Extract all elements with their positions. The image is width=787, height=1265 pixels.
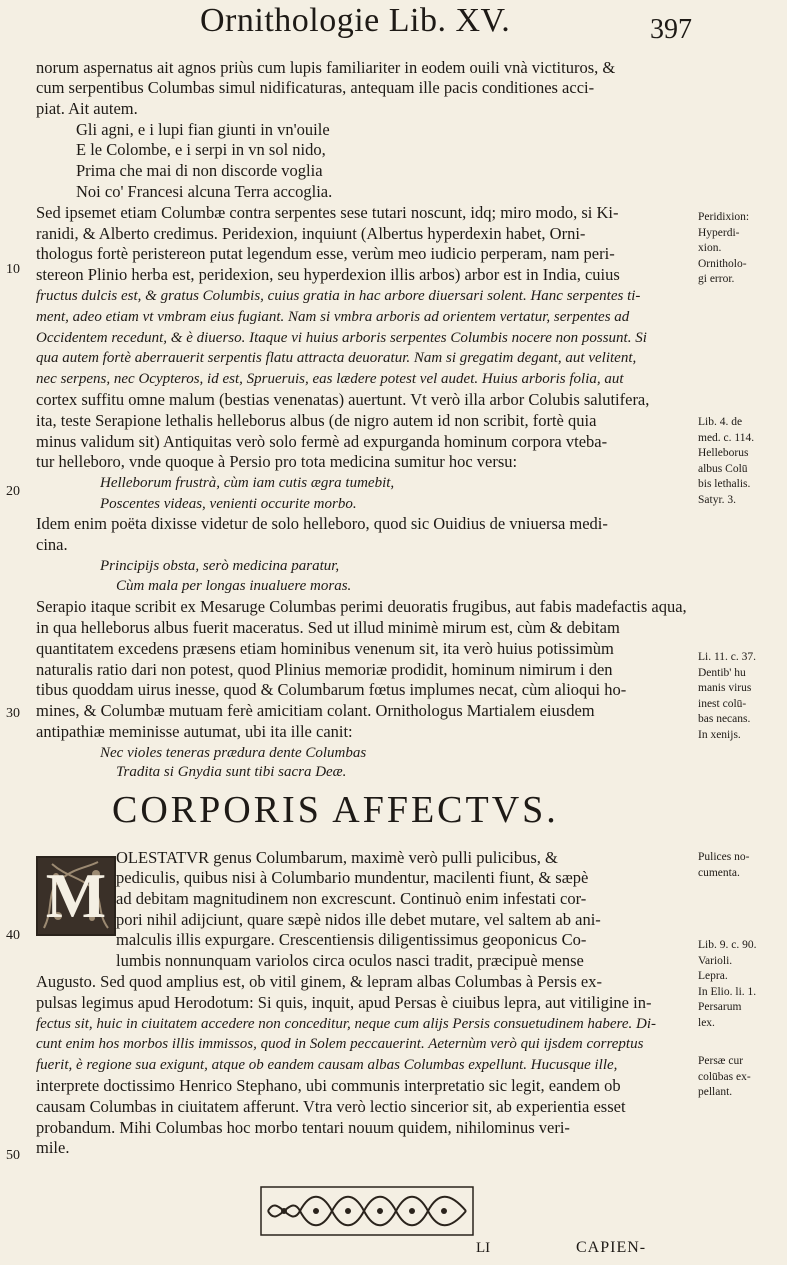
margin-note-line: Li. 11. c. 37.: [698, 651, 757, 663]
decorated-initial: [36, 856, 116, 936]
text-line: probandum. Mihi Columbas hoc morbo tentari nouum quidem, nihilominus veri-: [36, 1118, 570, 1137]
margin-note-line: albus Colū: [698, 462, 748, 475]
text-line-italic: fuerit, è regione sua exigunt, atque ob eandem causam albas Columbas expellunt. Hucusque ille,: [36, 1057, 618, 1073]
signature-mark: LI: [476, 1240, 491, 1256]
text-line: tibus quoddam uirus inesse, quod & Columbarum fœtus implumes necat, cùm alioqui ho-: [36, 680, 627, 699]
text-line: Augusto. Sed quod amplius est, ob vitil ginem, & lepram albas Columbas à Persis ex-: [36, 972, 602, 991]
text-line: mile.: [36, 1138, 70, 1157]
margin-note-line: Satyr. 3.: [698, 493, 737, 506]
margin-note-line: Hyperdi-: [698, 226, 740, 239]
text-line: causam Columbas in ciuitatem afferunt. Vtra verò lectio sincerior sit, ab experientia esset: [36, 1097, 626, 1116]
margin-note-line: xion.: [698, 242, 722, 254]
line-number: 10: [6, 262, 20, 277]
margin-note-line: Lib. 4. de: [698, 416, 743, 428]
margin-note-line: Peridixion:: [698, 211, 750, 223]
text-line-italic: ment, adeo etiam vt vmbram eius fugiant. Nam si vmbra arboris ad orientem vertatur, serpentes ad: [36, 309, 630, 325]
margin-note-line: Persarum: [698, 1001, 742, 1013]
margin-note-line: lex.: [698, 1016, 715, 1029]
verse-line-italic: Nec violes teneras prædura dente Columbas: [100, 745, 367, 761]
text-line-italic: cunt enim hos morbos illis immissos, quod in Solem peccauerint. Aeternùm verò qui ijsdem correptus: [36, 1036, 644, 1052]
margin-note: [698, 415, 787, 508]
text-line: Idem enim poëta dixisse videtur de solo helleboro, quod sic Ouidius de vniuersa medi-: [36, 514, 608, 533]
text-line-italic: fectus sit, huic in ciuitatem accedere non conceditur, neque cum alijs Persis consuetudinem habere. Di-: [36, 1016, 656, 1032]
text-line: malculis illis expurgare. Crescentiensis diligentissimus geoponicus Co-: [116, 930, 587, 949]
line-number: 50: [6, 1148, 20, 1163]
margin-note-line: Dentib' hu: [698, 666, 746, 679]
margin-note-line: Persæ cur: [698, 1055, 744, 1067]
line-number: 20: [6, 484, 20, 499]
verse-line-italic: Principijs obsta, serò medicina paratur,: [100, 558, 340, 574]
catchword: CAPIEN-: [576, 1239, 647, 1256]
margin-note-line: Lepra.: [698, 970, 728, 982]
text-line: cina.: [36, 535, 68, 554]
text-line-italic: Occidentem recedunt, & è diuerso. Itaque vi huius arboris serpentes Columbis nocere non possunt. Si: [36, 330, 647, 346]
verse-line: E le Colombe, e i serpi in vn sol nido,: [76, 140, 326, 159]
text-line: ita, teste Serapione lethalis helleborus albus (de nigro autem id non scribit, fortè quia: [36, 411, 597, 430]
text-line-italic: qua autem fortè aberrauerit serpentis flatu attracta deuoratur. Nam si gregatim degant, aut velitent,: [36, 350, 637, 366]
margin-note-line: pellant.: [698, 1086, 733, 1098]
margin-note-line: manis virus: [698, 682, 752, 694]
margin-note-line: inest colū-: [698, 697, 747, 710]
margin-note-line: In xenijs.: [698, 728, 741, 741]
verse-line-italic: Poscentes videas, venienti occurite morbo.: [100, 496, 357, 512]
margin-note-line: bis lethalis.: [698, 478, 751, 490]
margin-note-line: Varioli.: [698, 954, 733, 967]
running-head-title: Ornithologie Lib. XV.: [200, 2, 511, 39]
text-line: piat. Ait autem.: [36, 99, 138, 118]
verse-line: Prima che mai di non discorde voglia: [76, 161, 323, 180]
text-line: stereon Plinio herba est, peridexion, seu hyperdexion illis arbos) arbor est in India, cuius: [36, 265, 620, 284]
verse-line: Gli agni, e i lupi fian giunti in vn'ouile: [76, 120, 330, 139]
text-line: mines, & Columbæ mutuam ferè amicitiam colant. Ornithologus Martialem eiusdem: [36, 701, 595, 720]
section-heading: CORPORIS AFFECTVS.: [112, 789, 559, 831]
text-line: OLESTATVR genus Columbarum, maximè verò pulli pulicibus, &: [116, 848, 558, 867]
margin-note: [698, 210, 787, 288]
text-line: norum aspernatus ait agnos priùs cum lupis familiariter in eodem ouili vnà victituros, &: [36, 58, 616, 77]
line-number-column: [0, 0, 36, 1265]
margin-note-line: colūbas ex-: [698, 1070, 751, 1083]
text-line: antipathiæ meminisse autumat, ubi ita ille canit:: [36, 722, 353, 741]
margin-note-line: In Elio. li. 1.: [698, 985, 757, 998]
margin-note-line: Pulices no-: [698, 851, 750, 863]
text-line: minus validum sit) Antiquitas verò solo fermè ad expurganda hominum corpora vteba-: [36, 432, 608, 451]
text-line-italic: nec serpens, nec Ocypteros, id est, Sprueruis, eas lædere potest vel audet. Huius arboris folia, aut: [36, 371, 624, 387]
text-line: pori nihil adijciunt, quare sæpè nidos ille debet mutare, vel saltem ab ani-: [116, 910, 601, 929]
initial-letter: M: [45, 860, 107, 931]
text-line: cortex suffitu omne malum (bestias venenatas) auertunt. Vt verò illa arbor Colubis salutifera,: [36, 390, 650, 409]
verse-line-italic: Tradita si Gnydia sunt tibi sacra Deæ.: [116, 764, 347, 780]
verse-line-italic: Helleborum frustrà, cùm iam cutis ægra tumebit,: [100, 475, 395, 491]
margin-note-line: gi error.: [698, 273, 735, 285]
verse-line: Noi co' Francesi alcuna Terra accoglia.: [76, 182, 333, 201]
verse-line-italic: Cùm mala per longas inualuere moras.: [116, 578, 352, 594]
text-line: pediculis, quibus nisi à Columbario mundentur, macilenti fiunt, & sæpè: [116, 868, 589, 887]
text-line: ranidi, & Alberto credimus. Peridexion, inquiunt (Albertus hyperdexin habet, Orni-: [36, 224, 586, 243]
text-line: in qua helleborus albus fuerit maceratus. Sed ut illud minimè mirum est, cùm & debitam: [36, 618, 620, 637]
text-line: ad debitam magnitudinem non excrescunt. Continuò enim infestati cor-: [116, 889, 587, 908]
text-line: thologus fortè peristereon putat legendum esse, verùm meo iudicio perperam, nam peri-: [36, 244, 615, 263]
text-line: quantitatem excedens præsens etiam hominibus venenum sit, ita verò huius potissimùm: [36, 639, 614, 658]
margin-note-line: Lib. 9. c. 90.: [698, 939, 757, 951]
margin-note-line: med. c. 114.: [698, 431, 755, 444]
text-line: cum serpentibus Columbas simul nidificaturas, antequam ille pacis conditiones acci-: [36, 78, 595, 97]
line-number: 30: [6, 706, 20, 721]
margin-note-line: bas necans.: [698, 713, 751, 725]
margin-note: [698, 650, 787, 743]
text-line: lumbis nonnunquam variolos circa oculos nasci tradit, præcipuè mense: [116, 951, 584, 970]
margin-note: [698, 1054, 787, 1101]
text-line: interprete doctissimo Henrico Stephano, ubi communis interpretatio sic legit, eandem ob: [36, 1076, 621, 1095]
margin-note-line: cumenta.: [698, 866, 740, 879]
text-line-italic: fructus dulcis est, & gratus Columbis, cuius gratia in hac arbore diuersari solent. Hanc serpentes ti-: [36, 288, 641, 304]
line-number: 40: [6, 928, 20, 943]
tailpiece-ornament-icon: [260, 1186, 474, 1236]
text-line: pulsas legimus apud Herodotum: Si quis, inquit, apud Persas è ciuibus lepra, aut vitiligine in-: [36, 993, 652, 1012]
text-line: naturalis ratio dari non potest, quod Plinius memoriæ prodidit, hominum nimirum i den: [36, 660, 613, 679]
text-line: Sed ipsemet etiam Columbæ contra serpentes sese tutari noscunt, idq; miro modo, si Ki-: [36, 203, 619, 222]
margin-note-line: Ornitholo-: [698, 257, 747, 270]
margin-note-line: Helleborus: [698, 447, 749, 459]
margin-note: [698, 850, 787, 881]
page-number: 397: [650, 14, 692, 45]
margin-note: [698, 938, 787, 1031]
text-line: Serapio itaque scribit ex Mesaruge Columbas perimi deuoratis frugibus, aut fabis madefactis aqua,: [36, 597, 687, 616]
text-line: tur helleboro, vnde quoque à Persio pro tota medicina sumitur hoc versu:: [36, 452, 518, 471]
margin-notes-column: [698, 0, 787, 1265]
